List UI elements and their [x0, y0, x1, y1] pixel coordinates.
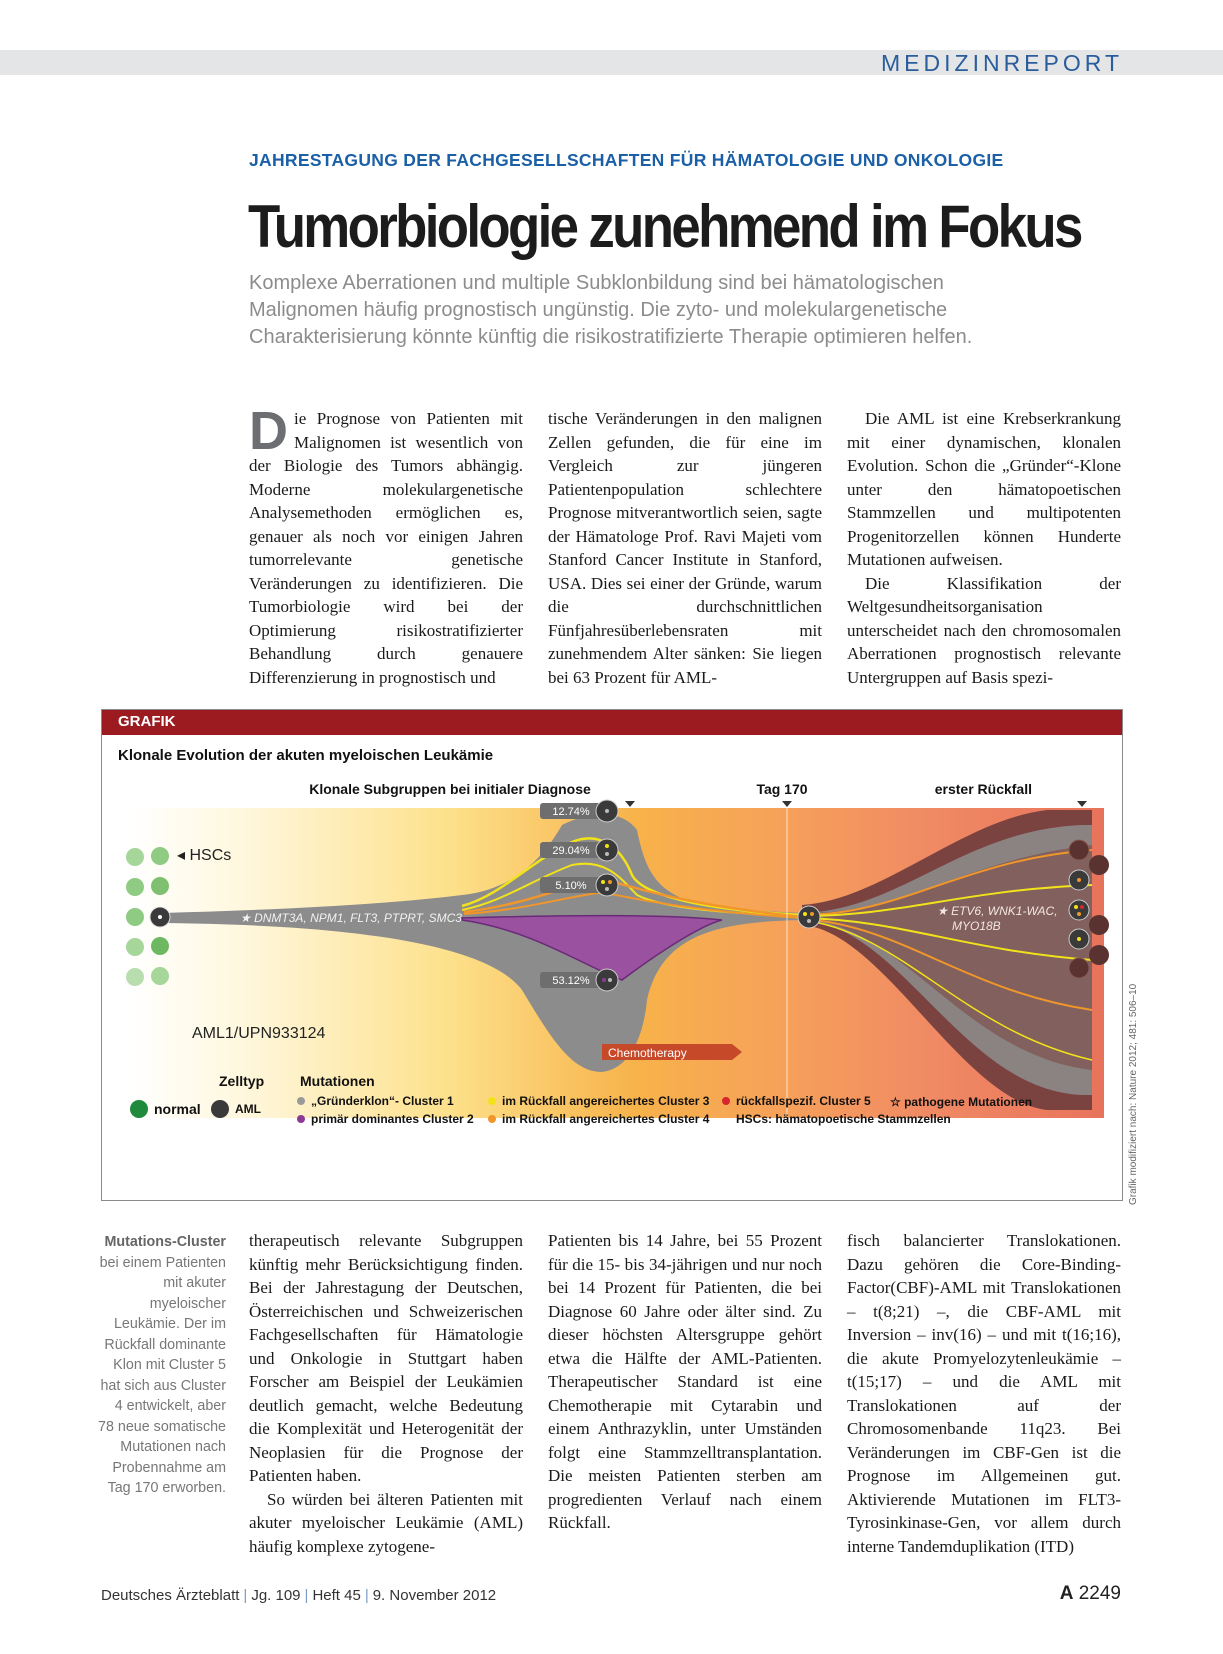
- journal-name: Deutsches Ärzteblatt: [101, 1587, 240, 1604]
- timepoint-day170: Tag 170: [756, 781, 808, 797]
- legend-aml-dot: [211, 1100, 229, 1118]
- relapse-node: [798, 906, 820, 928]
- timepoint-diagnosis: Klonale Subgruppen bei initialer Diagnose: [309, 781, 591, 797]
- timepoint-marker: [1077, 801, 1087, 807]
- body-text: fisch balancierter Translokationen. Dazu gehören die Core-Binding-Factor(CBF)-AML mit Translokationen – t(8;21) –, die CBF-AML mit Inversion – inv(16) – und mit t(16;16), die akute Promyelozytenleukämie – t(15;17) – und die AML mit Translokationen auf der Chromosomenbande 11q23. Bei Veränderungen im CBF-Gen ist die Prognose im Allgemeinen gut. Aktivierende Mutationen im FLT3-Tyrosinkinase-Gen, vor allem durch interne Tandemduplikation (ITD): [847, 1231, 1121, 1556]
- body-text: therapeutisch relevante Subgruppen künftig mehr Berücksichtigung finden. Bei der Jahrestagung der Deutschen, Österreichischen und Schweizerischen Fachgesellschaften für Hämatologie und Onkologie in Stuttgart haben Forscher am Beispiel der Leukämien deutlich gemacht, welche Bedeutung die Komplexität und Heterogenität der Neoplasien für die Prognose der Patienten haben.: [249, 1231, 523, 1485]
- journal-issue: Heft 45: [312, 1587, 361, 1604]
- journal-volume: Jg. 109: [251, 1587, 301, 1604]
- text-column-2-top: [548, 407, 822, 689]
- page-number: [1060, 1583, 1121, 1605]
- legend-c2-dot: [297, 1115, 305, 1123]
- journal-date: 9. November 2012: [372, 1587, 497, 1604]
- legend-pathogenic: ☆ pathogene Mutationen: [890, 1095, 1033, 1109]
- svg-text:53.12%: 53.12%: [552, 975, 590, 987]
- lead-line: Charakterisierung könnte künftig die risikostratifizierte Therapie optimieren helfen.: [249, 326, 973, 348]
- body-text: ie Prognose von Patienten mit Malignomen ist wesentlich von der Biologie des Tumors abhängig. Moderne molekulargenetische Analysemethoden ermöglichen es, genauer als noch vor einigen Jahren tumorrelevante genetische Veränderungen zu identifizieren. Die Tumorbiologie wird bei der Optimierung risikostratifizierter Behandlung durch genauere Differenzierung in prognostisch und: [249, 409, 523, 687]
- chemotherapy-label: Chemotherapy: [608, 1046, 687, 1060]
- figure-label: GRAFIK: [118, 713, 176, 730]
- cell-dot: [807, 919, 811, 923]
- cluster-badge-12: [540, 800, 618, 822]
- legend-c3-dot: [488, 1097, 496, 1105]
- text-column-2-bottom: [548, 1229, 822, 1535]
- legend-c5: rückfallspezif. Cluster 5: [736, 1094, 871, 1108]
- founder-mutations: ★ DNMT3A, NPM1, FLT3, PTPRT, SMC3: [240, 911, 462, 925]
- body-text: So würden bei älteren Patienten mit akuter myeloischer Leukämie (AML) häufig komplexe zytogene-: [249, 1489, 523, 1556]
- text-column-3-bottom: [847, 1229, 1121, 1558]
- cell-dot: [803, 912, 807, 916]
- caption-title: Mutations-Cluster: [104, 1234, 226, 1250]
- article-headline: Tumorbiologie zunehmend im Fokus: [248, 193, 1081, 260]
- cell-dot: [810, 912, 814, 916]
- legend-c1-dot: [297, 1097, 305, 1105]
- svg-text:29.04%: 29.04%: [552, 845, 590, 857]
- drop-cap: D: [249, 401, 288, 461]
- article-lead: [249, 270, 1129, 351]
- legend-c2: primär dominantes Cluster 2: [311, 1112, 474, 1126]
- svg-text:12.74%: 12.74%: [552, 806, 590, 818]
- cluster-badge-53: [540, 969, 618, 991]
- figure-title: Klonale Evolution der akuten myeloischen Leukämie: [118, 747, 494, 764]
- text-column-3-top: [847, 407, 1121, 689]
- section-label: MEDIZINREPORT: [881, 50, 1123, 76]
- body-text: Die Klassifikation der Weltgesundheitsorganisation unterscheidet nach den chromosomalen Aberrationen prognostisch relevante Untergruppen auf Basis spezi-: [847, 573, 1121, 687]
- cell-dot: [158, 915, 162, 919]
- clonal-evolution-diagram: [102, 710, 1122, 1200]
- legend-hsc: HSCs: hämatopoetische Stammzellen: [736, 1112, 951, 1126]
- cluster-badge-29: [540, 839, 618, 861]
- relapse-mutations: MYO18B: [952, 919, 1001, 933]
- figure-box: [101, 709, 1123, 1201]
- patient-id: AML1/UPN933124: [192, 1025, 326, 1042]
- body-text: tische Veränderungen in den malignen Zellen gefunden, die für eine im Vergleich zur jüngeren Patientenpopulation schlechtere Prognose mitverantwortlich seien, sagte der Hämatologe Prof. Ravi Majeti vom Stanford Cancer Institute in Stanford, USA. Dies sei einer der Gründe, warum die durchschnittlichen Fünfjahresüberlebensraten mit zunehmendem Alter sänken: Sie liegen bei 63 Prozent für AML-: [548, 409, 822, 687]
- figure-credit: Grafik modifiziert nach: Nature 2012; 481: 506–10: [1128, 983, 1139, 1205]
- article-kicker: JAHRESTAGUNG DER FACHGESELLSCHAFTEN FÜR HÄMATOLOGIE UND ONKOLOGIE: [249, 150, 1004, 170]
- legend-c3: im Rückfall angereichertes Cluster 3: [502, 1094, 710, 1108]
- cluster-badge-5: [540, 874, 618, 896]
- hsc-label: ◂ HSCs: [177, 847, 232, 864]
- lead-line: Malignomen häufig prognostisch ungünstig. Die zyto- und molekulargenetische: [249, 299, 948, 321]
- lead-line: Komplexe Aberrationen und multiple Subklonbildung sind bei hämatologischen: [249, 272, 944, 294]
- caption-text: bei einem Patienten mit akuter myeloischer Leukämie. Der im Rückfall dominante Klon mit Cluster 5 hat sich aus Cluster 4 entwickelt, aber 78 neue somatische Mutationen nach Probennahme am Tag 170 erworben.: [98, 1254, 226, 1496]
- legend-c4-dot: [488, 1115, 496, 1123]
- legend-normal: normal: [154, 1101, 201, 1117]
- legend-mutationen-title: Mutationen: [300, 1073, 375, 1089]
- timepoint-marker: [625, 801, 635, 807]
- legend-c5-dot: [722, 1097, 730, 1105]
- figure-caption: [96, 1232, 226, 1499]
- text-column-1-top: [249, 401, 523, 689]
- legend-c1: „Gründerklon“- Cluster 1: [311, 1094, 454, 1108]
- relapse-mutations: ★ ETV6, WNK1-WAC,: [937, 904, 1058, 918]
- text-column-1-bottom: [249, 1229, 523, 1558]
- footer-journal: Deutsches Ärzteblatt | Jg. 109 | Heft 45 | 9. November 2012: [101, 1587, 497, 1604]
- page-prefix: A: [1059, 1583, 1074, 1604]
- svg-text:5.10%: 5.10%: [555, 880, 587, 892]
- page-value: 2249: [1078, 1583, 1121, 1604]
- timepoint-relapse: erster Rückfall: [934, 781, 1032, 797]
- legend-aml: AML: [235, 1102, 261, 1116]
- legend-zelltyp-title: Zelltyp: [219, 1073, 265, 1089]
- legend-normal-dot: [130, 1100, 148, 1118]
- body-text: Patienten bis 14 Jahre, bei 55 Prozent für die 15- bis 34-jährigen und nur noch bei 14 Prozent für Patienten, die bei Diagnose 60 Jahre oder älter sind. Zu dieser höchsten Altersgruppe gehört etwa die Hälfte der AML-Patienten. Therapeutischer Standard ist eine Chemotherapie mit Cytarabin und einem Anthrazyklin, unter Umständen folgt eine Stammzelltransplantation. Die meisten Patienten sterben am progredienten Verlauf nach einem Rückfall.: [548, 1231, 822, 1532]
- timepoint-marker: [782, 801, 792, 807]
- body-text: Die AML ist eine Krebserkrankung mit einer dynamischen, klonalen Evolution. Schon die „Gründer“-Klone unter den hämatopoetischen Stammzellen und multipotenten Progenitorzellen können Hunderte Mutationen aufweisen.: [847, 409, 1121, 569]
- legend-c4: im Rückfall angereichertes Cluster 4: [502, 1112, 710, 1126]
